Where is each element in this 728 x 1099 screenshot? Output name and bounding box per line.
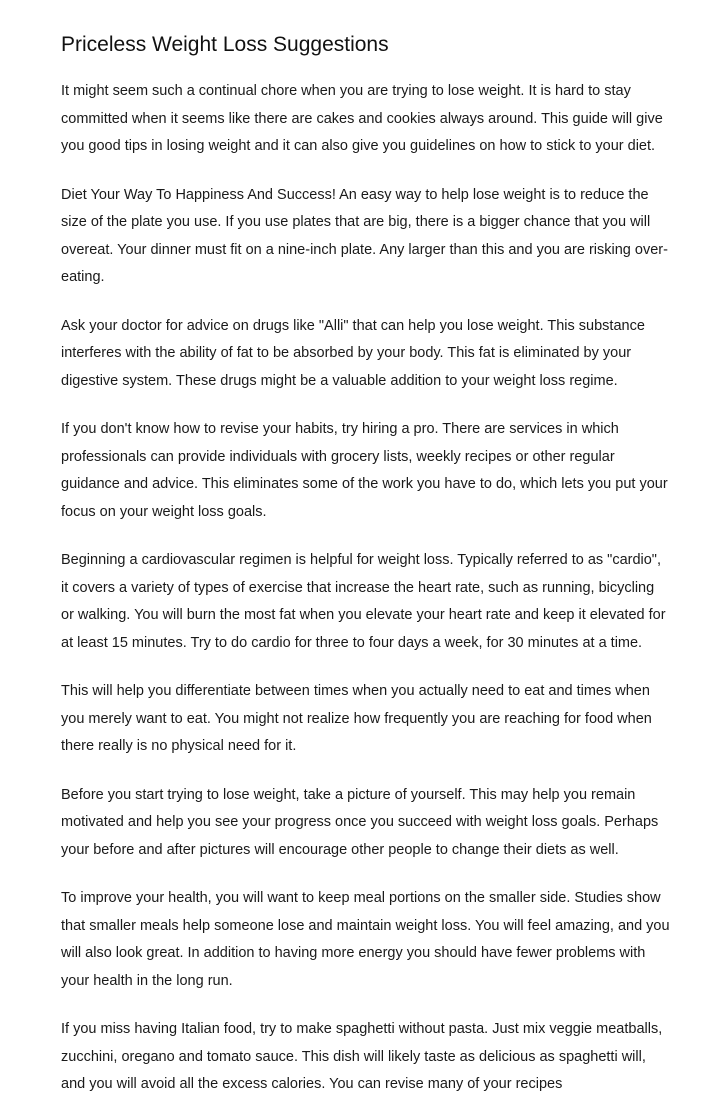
page-title: Priceless Weight Loss Suggestions — [61, 33, 389, 56]
paragraph: Before you start trying to lose weight, take a picture of yourself. This may help you remain motivated and help you see your progress once you succeed with weight loss goals. Perhaps your before and after pictures will encourage other people to change their diets as well. — [61, 786, 659, 858]
paragraph: Beginning a cardiovascular regimen is helpful for weight loss. Typically referred to as "cardio", it covers a variety of types of exercise that increase the heart rate, such as running, bicycling or walking. You will burn the most fat when you elevate your heart rate and keep it elevated for at least 15 minutes. Try to do cardio for three to four days a week, for 30 minutes at a time. — [61, 552, 666, 651]
paragraph: If you miss having Italian food, try to make spaghetti without pasta. Just mix veggie meatballs, zucchini, oregano and tomato sauce. This dish will likely taste as delicious as spaghetti will, and you will avoid all the excess calories. You can revise many of your recipes — [61, 1021, 663, 1092]
paragraph: Diet Your Way To Happiness And Success! An easy way to help lose weight is to reduce the size of the plate you use. If you use plates that are big, there is a bigger chance that you will overeat. Your dinner must fit on a nine-inch plate. Any larger than this and you are risking over-eating. — [61, 186, 668, 285]
paragraph: Ask your doctor for advice on drugs like "Alli" that can help you lose weight. This substance interferes with the ability of fat to be absorbed by your body. This fat is eliminated by your digestive system. These drugs might be a valuable addition to your weight loss regime. — [61, 317, 645, 389]
paragraph: If you don't know how to revise your habits, try hiring a pro. There are services in which professionals can provide individuals with grocery lists, weekly recipes or other regular guidance and advice. This eliminates some of the work you have to do, which lets you put your focus on your weight loss goals. — [61, 421, 668, 520]
paragraph: To improve your health, you will want to keep meal portions on the smaller side. Studies show that smaller meals help someone lose and maintain weight loss. You will feel amazing, and you will also look great. In addition to having more energy you should have fewer problems with your health in the long run. — [61, 890, 670, 989]
paragraph: It might seem such a continual chore when you are trying to lose weight. It is hard to stay committed when it seems like there are cakes and cookies always around. This guide will give you good tips in losing weight and it can also give you guidelines on how to stick to your diet. — [61, 83, 663, 154]
paragraph: This will help you differentiate between times when you actually need to eat and times when you merely want to eat. You might not realize how frequently you are reaching for food when there really is no physical need for it. — [61, 683, 652, 754]
